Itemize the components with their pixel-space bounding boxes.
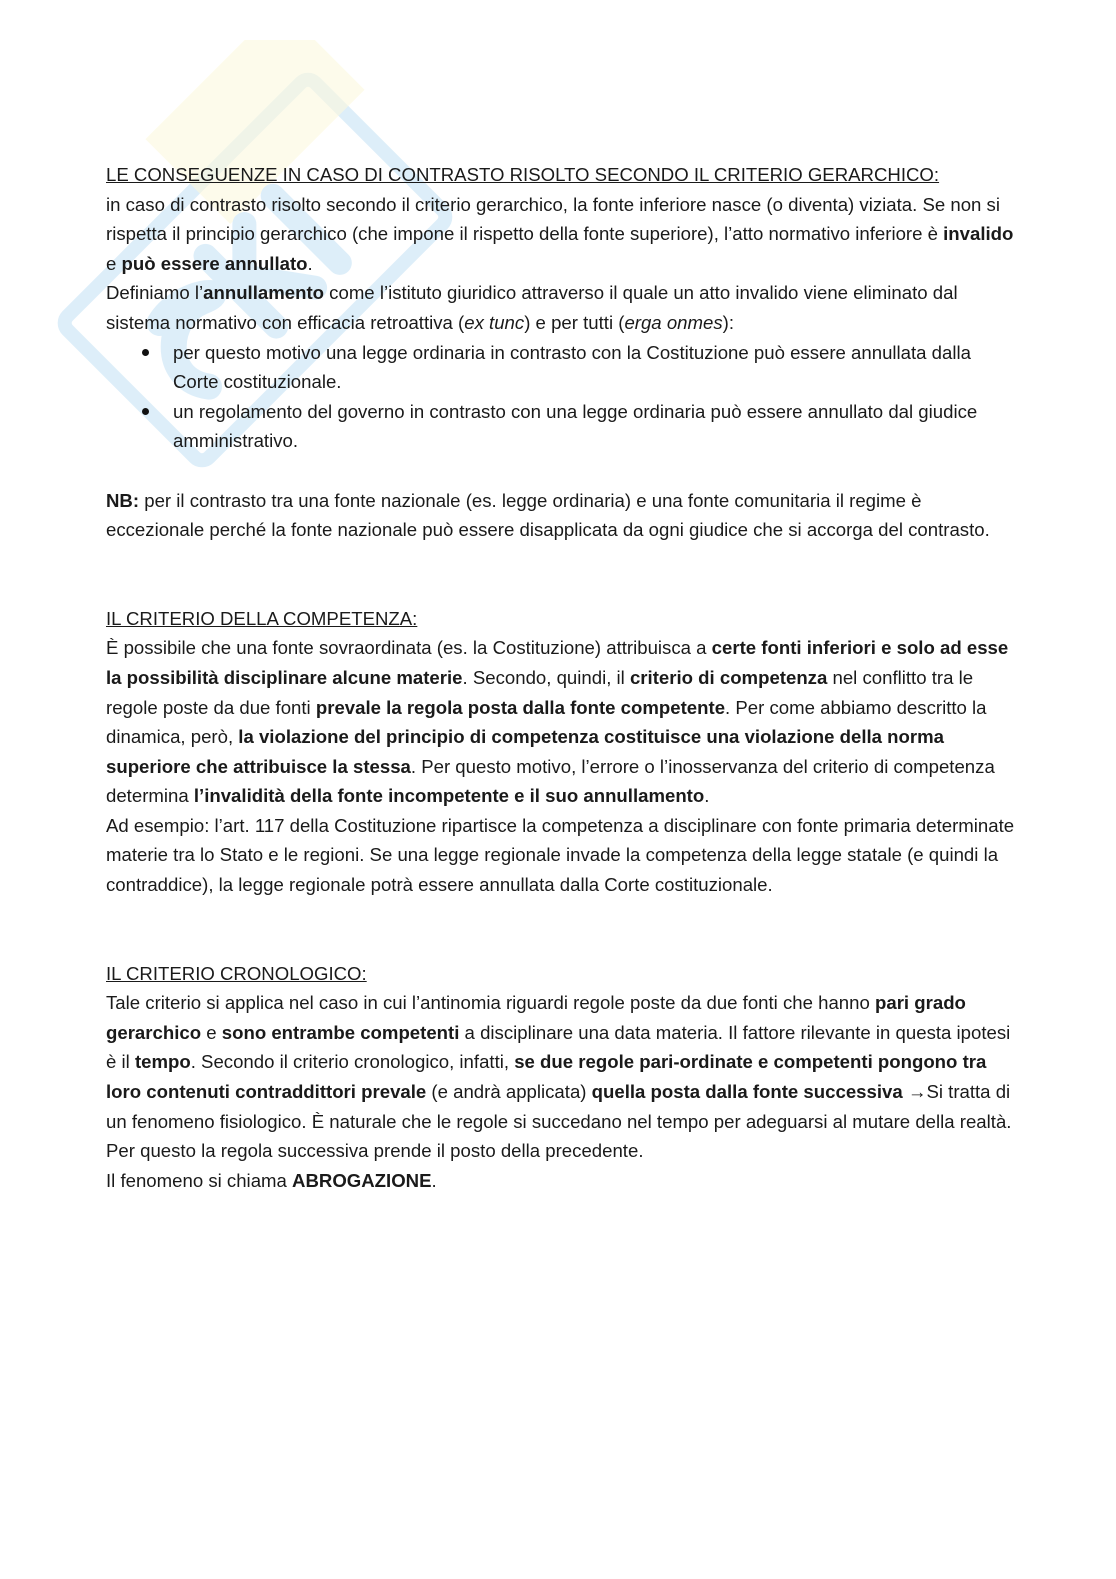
paragraph-esempio: Ad esempio: l’art. 117 della Costituzione ripartisce la competenza a disciplinare con fonte primaria determinate materie tra lo Stato e le regioni. Se una legge regionale invade la competenza della legge statale (e quindi la contraddice), la legge regionale potrà essere annullata dalla Corte costituzionale.: [106, 814, 1015, 896]
bullet-icon: [142, 408, 149, 415]
section-heading-gerarchico: LE CONSEGUENZE IN CASO DI CONTRASTO RISOLTO SECONDO IL CRITERIO GERARCHICO:: [106, 164, 940, 185]
list-item: un regolamento del governo in contrasto con una legge ordinaria può essere annullato dal giudice amministrativo.: [106, 397, 1016, 456]
paragraph-contrasto: in caso di contrasto risolto secondo il criterio gerarchico, la fonte inferiore nasce (o diventa) viziata. Se non si rispetta il principio gerarchico (che impone il rispetto della fonte superiore), l’atto normativo inferiore è invalido e può essere annullato.: [106, 193, 1014, 274]
paragraph-cronologico: Tale criterio si applica nel caso in cui l’antinomia riguardi regole poste da due fonti che hanno pari grado gerarchico e sono entrambe competenti a disciplinare una data materia. Il fattore rilevante in questa ipotesi è il tempo. Secondo il criterio cronologico, infatti, se due regole pari-ordinate e competenti pongono tra loro contenuti contraddittori prevale (e andrà applicata) quella posta dalla fonte successiva →Si tratta di un fenomeno fisiologico. È naturale che le regole si succedano nel tempo per adeguarsi al mutare della realtà. Per questo la regola successiva prende il posto della precedente.: [106, 992, 1012, 1162]
paragraph-nb: NB: per il contrasto tra una fonte nazionale (es. legge ordinaria) e una fonte comunitaria il regime è eccezionale perché la fonte nazionale può essere disapplicata da ogni giudice che si accorga del contrasto.: [106, 489, 990, 541]
bullet-list: [106, 338, 1016, 456]
paragraph-annullamento: Definiamo l’annullamento come l’istituto giuridico attraverso il quale un atto invalido viene eliminato dal sistema normativo con efficacia retroattiva (ex tunc) e per tutti (erga onmes):: [106, 282, 958, 333]
paragraph-competenza: È possibile che una fonte sovraordinata (es. la Costituzione) attribuisca a certe fonti inferiori e solo ad esse la possibilità disciplinare alcune materie. Secondo, quindi, il criterio di competenza nel conflitto tra le regole poste da due fonti prevale la regola posta dalla fonte competente. Per come abbiamo descritto la dinamica, però, la violazione del principio di competenza costituisce una violazione della norma superiore che attribuisce la stessa. Per questo motivo, l’errore o l’inosservanza del criterio di competenza determina l’invalidità della fonte incompetente e il suo annullamento.: [106, 637, 1009, 807]
bullet-icon: [142, 349, 149, 356]
document-page: [106, 160, 1016, 1195]
arrow-right-icon: →: [907, 1081, 927, 1103]
section-heading-cronologico: IL CRITERIO CRONOLOGICO:: [106, 962, 367, 984]
list-item: per questo motivo una legge ordinaria in contrasto con la Costituzione può essere annullata dalla Corte costituzionale.: [106, 338, 1016, 397]
section-heading-competenza: IL CRITERIO DELLA COMPETENZA:: [106, 607, 418, 629]
paragraph-abrogazione: Il fenomeno si chiama ABROGAZIONE.: [106, 1169, 437, 1191]
